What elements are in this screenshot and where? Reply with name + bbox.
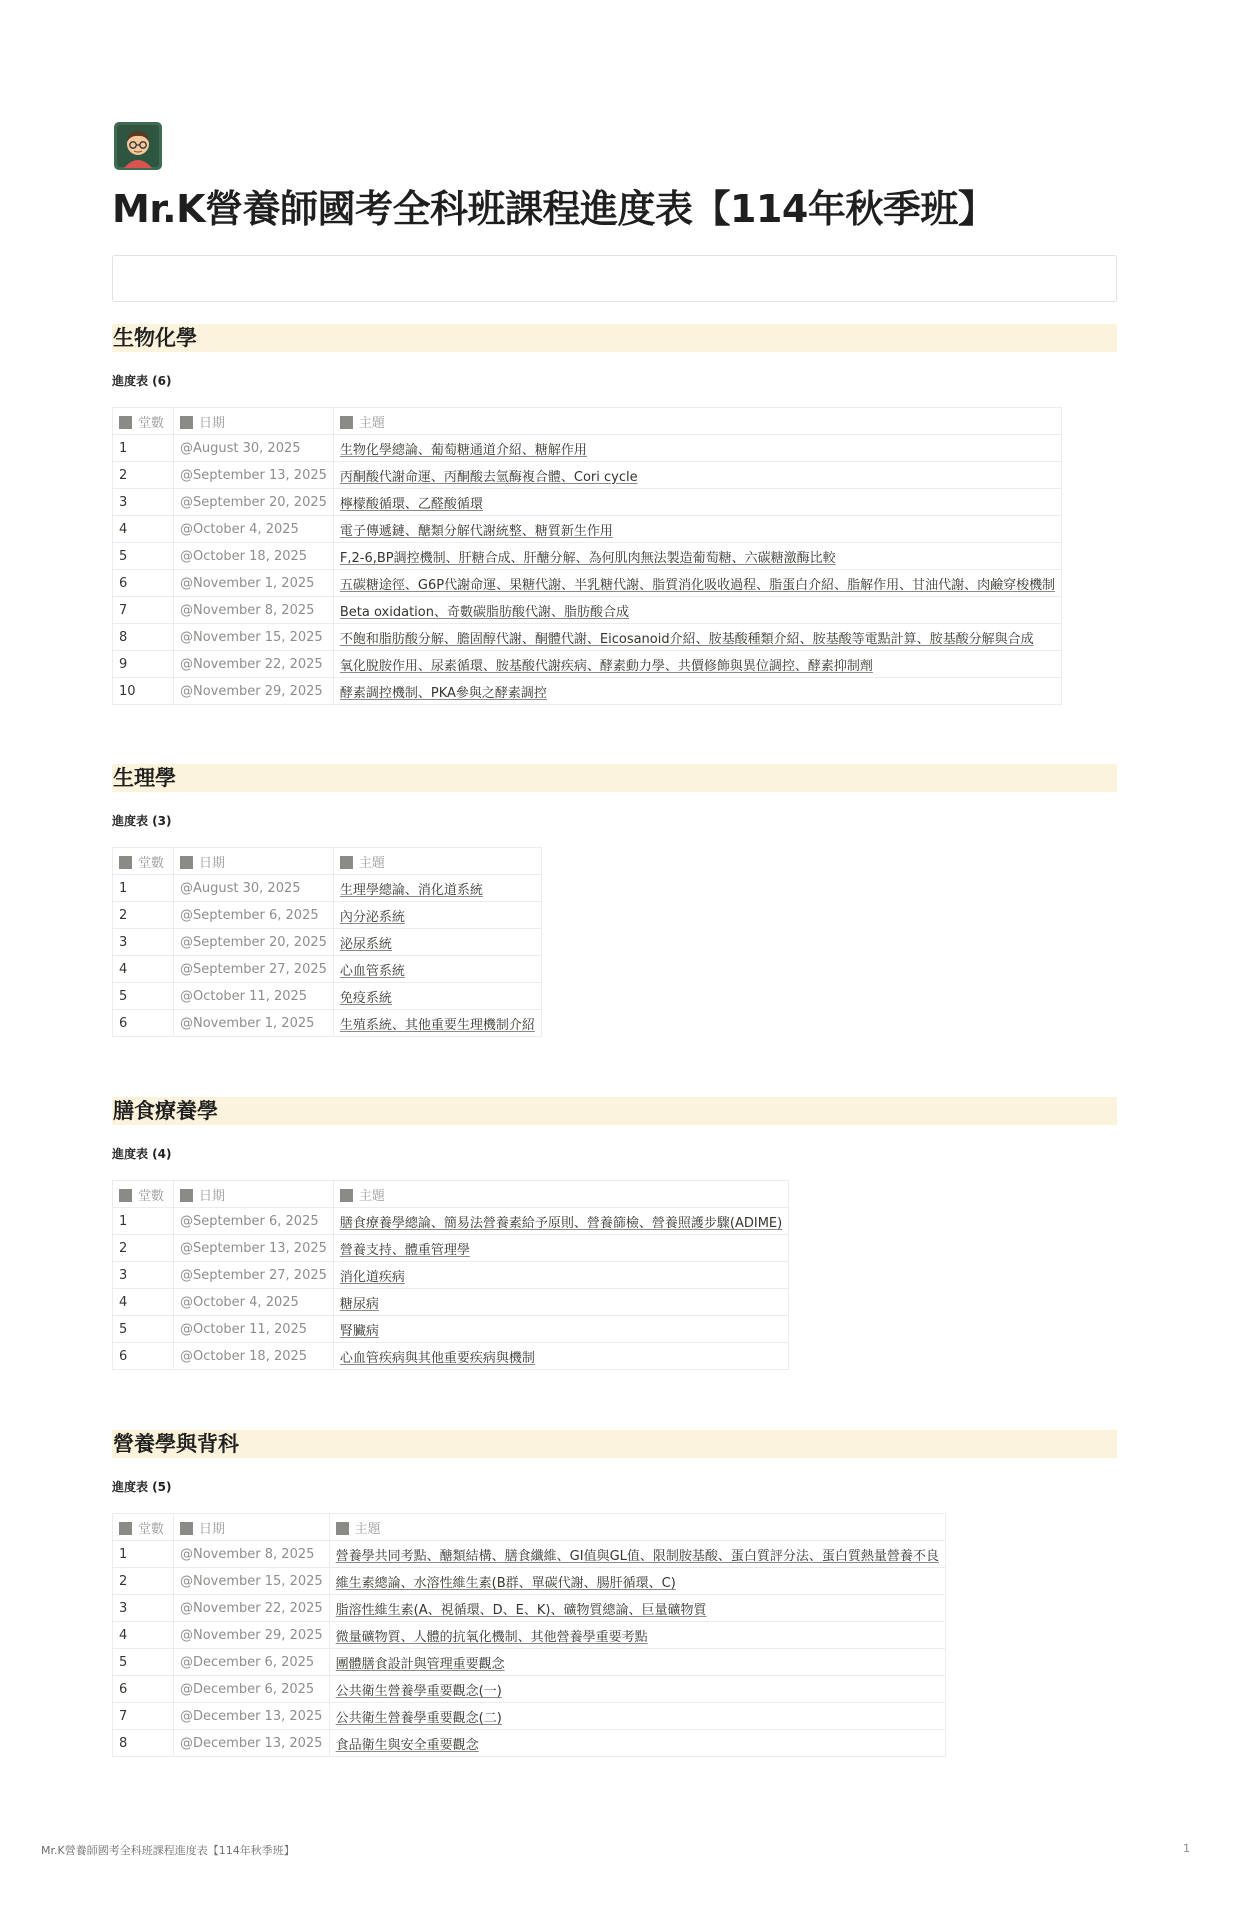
lesson-topic-link[interactable]: 生理學總論、消化道系統 (339, 882, 483, 898)
column-header-label: 主題 (358, 1188, 385, 1204)
lesson-date: @October 11, 2025 (174, 1316, 334, 1343)
lesson-date: @December 6, 2025 (174, 1649, 330, 1676)
lesson-date: @October 11, 2025 (174, 983, 334, 1010)
lesson-number: 1 (113, 1541, 174, 1568)
property-type-icon (340, 416, 353, 429)
column-header-lesson[interactable] (113, 408, 174, 435)
lesson-date: @November 22, 2025 (174, 1595, 330, 1622)
lesson-topic-link[interactable]: 內分泌系統 (339, 909, 405, 925)
lesson-topic-link[interactable]: 食品衛生與安全重要觀念 (335, 1737, 479, 1753)
lesson-topic-cell (329, 1541, 945, 1568)
table-row[interactable] (113, 956, 542, 983)
lesson-date: @September 13, 2025 (174, 462, 334, 489)
lesson-topic-cell (329, 1649, 945, 1676)
lesson-date: @October 4, 2025 (174, 1289, 334, 1316)
lesson-number: 3 (113, 1262, 174, 1289)
lesson-topic-cell (329, 1622, 945, 1649)
lesson-topic-link[interactable]: 維生素總論、水溶性維生素(B群、單碳代謝、腸肝循環、C) (335, 1575, 676, 1591)
lesson-number: 6 (113, 1343, 174, 1370)
lesson-date: @September 27, 2025 (174, 956, 334, 983)
lesson-topic-cell (333, 543, 1061, 570)
property-type-icon (180, 1522, 193, 1535)
section-heading: 膳食療養學 (112, 1097, 1117, 1125)
table-row[interactable] (113, 929, 542, 956)
lesson-number: 4 (113, 1289, 174, 1316)
lesson-date: @November 15, 2025 (174, 624, 334, 651)
schedule-view-title[interactable]: 進度表 (4) (112, 1147, 172, 1161)
lesson-topic-cell (329, 1595, 945, 1622)
schedule-table (112, 407, 1062, 705)
lesson-topic-cell (333, 597, 1061, 624)
column-header-date[interactable] (174, 1181, 334, 1208)
lesson-date: @November 8, 2025 (174, 1541, 330, 1568)
table-row[interactable] (113, 435, 1062, 462)
lesson-date: @October 18, 2025 (174, 543, 334, 570)
lesson-number: 7 (113, 597, 174, 624)
lesson-topic-link[interactable]: 消化道疾病 (339, 1269, 405, 1285)
lesson-date: @November 15, 2025 (174, 1568, 330, 1595)
table-row[interactable] (113, 1010, 542, 1037)
section-diet-therapy (112, 1097, 1117, 1370)
lesson-date: @November 8, 2025 (174, 597, 334, 624)
property-type-icon (180, 1189, 193, 1202)
lesson-topic-cell (333, 516, 1061, 543)
column-header-lesson[interactable] (113, 1181, 174, 1208)
schedule-view-title[interactable]: 進度表 (5) (112, 1480, 172, 1494)
table-row[interactable] (113, 1622, 946, 1649)
column-header-label: 堂數 (138, 415, 165, 431)
table-row[interactable] (113, 1316, 789, 1343)
table-row[interactable] (113, 1343, 789, 1370)
lesson-topic-cell (333, 875, 541, 902)
lesson-number: 8 (113, 624, 174, 651)
lesson-topic-cell (333, 983, 541, 1010)
lesson-date: @September 6, 2025 (174, 902, 334, 929)
lesson-topic-cell (333, 462, 1061, 489)
column-header-label: 日期 (199, 415, 226, 431)
lesson-date: @September 6, 2025 (174, 1208, 334, 1235)
column-header-label: 日期 (199, 855, 226, 871)
section-heading: 生理學 (112, 764, 1117, 792)
column-header-label: 堂數 (138, 855, 165, 871)
lesson-topic-link[interactable]: 團體膳食設計與管理重要觀念 (335, 1656, 505, 1672)
column-header-date[interactable] (174, 1514, 330, 1541)
lesson-topic-link[interactable]: 脂溶性維生素(A、視循環、D、E、K)、礦物質總論、巨量礦物質 (335, 1602, 707, 1618)
lesson-number: 2 (113, 1235, 174, 1262)
lesson-date: @November 22, 2025 (174, 651, 334, 678)
column-header-label: 主題 (354, 1521, 381, 1537)
lesson-topic-cell (333, 956, 541, 983)
lesson-topic-link[interactable]: 營養支持、體重管理學 (339, 1242, 470, 1258)
lesson-topic-link[interactable]: 生殖系統、其他重要生理機制介紹 (339, 1017, 535, 1033)
lesson-topic-link[interactable]: 氧化脫胺作用、尿素循環、胺基酸代謝疾病、酵素動力學、共價修飾與異位調控、酵素抑制劑 (339, 658, 873, 674)
column-header-label: 堂數 (138, 1188, 165, 1204)
lesson-date: @December 13, 2025 (174, 1730, 330, 1757)
lesson-topic-link[interactable]: 丙酮酸代謝命運、丙酮酸去氫酶複合體、Cori cycle (339, 469, 638, 485)
lesson-topic-cell (333, 1235, 788, 1262)
table-row[interactable] (113, 1649, 946, 1676)
table-row[interactable] (113, 597, 1062, 624)
lesson-date: @December 6, 2025 (174, 1676, 330, 1703)
lesson-date: @November 1, 2025 (174, 1010, 334, 1037)
lesson-number: 9 (113, 651, 174, 678)
schedule-table (112, 1513, 946, 1757)
table-row[interactable] (113, 651, 1062, 678)
lesson-topic-link[interactable]: 膳食療養學總論、簡易法營養素給予原則、營養篩檢、營養照護步驟(ADIME) (339, 1215, 783, 1231)
column-header-label: 主題 (358, 415, 385, 431)
lesson-topic-link[interactable]: 腎臟病 (339, 1323, 379, 1339)
lesson-topic-cell (333, 1262, 788, 1289)
lesson-number: 2 (113, 902, 174, 929)
lesson-number: 6 (113, 1676, 174, 1703)
table-row[interactable] (113, 875, 542, 902)
lesson-date: @October 4, 2025 (174, 516, 334, 543)
schedule-view-title[interactable]: 進度表 (3) (112, 814, 172, 828)
lesson-topic-link[interactable]: 酵素調控機制、PKA參與之酵素調控 (339, 685, 547, 701)
column-header-date[interactable] (174, 848, 334, 875)
lesson-date: @September 13, 2025 (174, 1235, 334, 1262)
page-number: 1 (1183, 1842, 1190, 1855)
column-header-lesson[interactable] (113, 848, 174, 875)
table-header-row (113, 848, 542, 875)
lesson-number: 4 (113, 516, 174, 543)
column-header-topic[interactable] (329, 1514, 945, 1541)
table-row[interactable] (113, 902, 542, 929)
lesson-topic-link[interactable]: 公共衛生營養學重要觀念(二) (335, 1710, 502, 1726)
table-row[interactable] (113, 983, 542, 1010)
table-row[interactable] (113, 543, 1062, 570)
lesson-date: @August 30, 2025 (174, 435, 334, 462)
lesson-topic-link[interactable]: Beta oxidation、奇數碳脂肪酸代謝、脂肪酸合成 (339, 604, 629, 620)
section-physiology (112, 764, 1117, 1037)
section-biochemistry (112, 324, 1117, 705)
lesson-topic-cell (329, 1703, 945, 1730)
lesson-number: 7 (113, 1703, 174, 1730)
lesson-number: 4 (113, 1622, 174, 1649)
lesson-topic-link[interactable]: F,2-6,BP調控機制、肝糖合成、肝醣分解、為何肌肉無法製造葡萄糖、六碳糖激酶比較 (339, 550, 836, 566)
column-header-label: 堂數 (138, 1521, 165, 1537)
table-header-row (113, 408, 1062, 435)
lesson-topic-link[interactable]: 心血管疾病與其他重要疾病與機制 (339, 1350, 535, 1366)
lesson-number: 5 (113, 543, 174, 570)
lesson-topic-cell (333, 651, 1061, 678)
property-type-icon (119, 1189, 132, 1202)
lesson-topic-link[interactable]: 生物化學總論、葡萄糖通道介紹、糖解作用 (339, 442, 587, 458)
lesson-number: 5 (113, 1649, 174, 1676)
column-header-label: 日期 (199, 1521, 226, 1537)
lesson-topic-cell (333, 489, 1061, 516)
lesson-topic-cell (333, 678, 1061, 705)
lesson-number: 3 (113, 489, 174, 516)
lesson-topic-cell (333, 624, 1061, 651)
lesson-topic-link[interactable]: 電子傳遞鏈、醣類分解代謝統整、糖質新生作用 (339, 523, 613, 539)
lesson-number: 6 (113, 1010, 174, 1037)
lesson-topic-link[interactable]: 泌尿系統 (339, 936, 392, 952)
lesson-date: @September 27, 2025 (174, 1262, 334, 1289)
lesson-date: @December 13, 2025 (174, 1703, 330, 1730)
lesson-topic-cell (333, 1208, 788, 1235)
lesson-date: @November 29, 2025 (174, 678, 334, 705)
section-nutrition (112, 1430, 1117, 1757)
lesson-topic-link[interactable]: 檸檬酸循環、乙醛酸循環 (339, 496, 483, 512)
lesson-topic-cell (329, 1568, 945, 1595)
lesson-topic-link[interactable]: 不飽和脂肪酸分解、膽固醇代謝、酮體代謝、Eicosanoid介紹、胺基酸種類介紹、胺基酸等電點計算、胺基酸分解與合成 (339, 631, 1034, 647)
table-header-row (113, 1514, 946, 1541)
property-type-icon (119, 856, 132, 869)
footer-title: Mr.K營養師國考全科班課程進度表【114年秋季班】 (41, 1844, 295, 1857)
lesson-topic-cell (333, 1289, 788, 1316)
schedule-table (112, 1180, 789, 1370)
table-row[interactable] (113, 516, 1062, 543)
lesson-topic-cell (333, 929, 541, 956)
lesson-number: 4 (113, 956, 174, 983)
column-header-date[interactable] (174, 408, 334, 435)
property-type-icon (119, 1522, 132, 1535)
lesson-topic-link[interactable]: 免疫系統 (339, 990, 392, 1006)
lesson-topic-link[interactable]: 營養學共同考點、醣類結構、膳食纖維、GI值與GL值、限制胺基酸、蛋白質評分法、蛋白質熱量營養不良 (335, 1548, 939, 1564)
table-header-row (113, 1181, 789, 1208)
lesson-number: 1 (113, 435, 174, 462)
table-row[interactable] (113, 1676, 946, 1703)
lesson-number: 2 (113, 462, 174, 489)
column-header-label: 日期 (199, 1188, 226, 1204)
lesson-topic-cell (333, 1343, 788, 1370)
column-header-topic[interactable] (333, 1181, 788, 1208)
table-row[interactable] (113, 624, 1062, 651)
lesson-number: 5 (113, 983, 174, 1010)
lesson-number: 10 (113, 678, 174, 705)
lesson-number: 8 (113, 1730, 174, 1757)
table-row[interactable] (113, 1289, 789, 1316)
lesson-number: 2 (113, 1568, 174, 1595)
section-heading: 營養學與背科 (112, 1430, 1117, 1458)
lesson-topic-cell (333, 1316, 788, 1343)
callout-box (112, 255, 1117, 302)
property-type-icon (340, 856, 353, 869)
table-row[interactable] (113, 489, 1062, 516)
lesson-date: @September 20, 2025 (174, 929, 334, 956)
schedule-table (112, 847, 542, 1037)
lesson-topic-cell (333, 570, 1061, 597)
table-row[interactable] (113, 1208, 789, 1235)
column-header-lesson[interactable] (113, 1514, 174, 1541)
lesson-topic-link[interactable]: 公共衛生營養學重要觀念(一) (335, 1683, 502, 1699)
lesson-date: @November 1, 2025 (174, 570, 334, 597)
property-type-icon (119, 416, 132, 429)
lesson-date: @September 20, 2025 (174, 489, 334, 516)
lesson-number: 3 (113, 929, 174, 956)
column-header-topic[interactable] (333, 408, 1061, 435)
table-row[interactable] (113, 570, 1062, 597)
table-row[interactable] (113, 1703, 946, 1730)
lesson-number: 3 (113, 1595, 174, 1622)
teacher-icon (112, 120, 164, 172)
property-type-icon (336, 1522, 349, 1535)
lesson-topic-cell (329, 1676, 945, 1703)
lesson-number: 1 (113, 875, 174, 902)
lesson-topic-cell (333, 902, 541, 929)
lesson-number: 1 (113, 1208, 174, 1235)
lesson-topic-link[interactable]: 微量礦物質、人體的抗氧化機制、其他營養學重要考點 (335, 1629, 648, 1645)
lesson-date: @August 30, 2025 (174, 875, 334, 902)
column-header-topic[interactable] (333, 848, 541, 875)
table-row[interactable] (113, 678, 1062, 705)
schedule-view-title[interactable]: 進度表 (6) (112, 374, 172, 388)
page-title: Mr.K營養師國考全科班課程進度表【114年秋季班】 (112, 187, 996, 231)
property-type-icon (180, 416, 193, 429)
column-header-label: 主題 (358, 855, 385, 871)
lesson-topic-link[interactable]: 糖尿病 (339, 1296, 379, 1312)
property-type-icon (340, 1189, 353, 1202)
lesson-topic-cell (329, 1730, 945, 1757)
lesson-topic-cell (333, 1010, 541, 1037)
table-row[interactable] (113, 1730, 946, 1757)
lesson-topic-link[interactable]: 五碳糖途徑、G6P代謝命運、果糖代謝、半乳糖代謝、脂質消化吸收過程、脂蛋白介紹、脂解作用、甘油代謝、肉鹼穿梭機制 (339, 577, 1056, 593)
table-row[interactable] (113, 1595, 946, 1622)
lesson-date: @October 18, 2025 (174, 1343, 334, 1370)
lesson-topic-link[interactable]: 心血管系統 (339, 963, 405, 979)
property-type-icon (180, 856, 193, 869)
lesson-number: 5 (113, 1316, 174, 1343)
table-row[interactable] (113, 1541, 946, 1568)
lesson-number: 6 (113, 570, 174, 597)
section-heading: 生物化學 (112, 324, 1117, 352)
lesson-date: @November 29, 2025 (174, 1622, 330, 1649)
table-row[interactable] (113, 1568, 946, 1595)
table-row[interactable] (113, 1235, 789, 1262)
lesson-topic-cell (333, 435, 1061, 462)
table-row[interactable] (113, 1262, 789, 1289)
table-row[interactable] (113, 462, 1062, 489)
